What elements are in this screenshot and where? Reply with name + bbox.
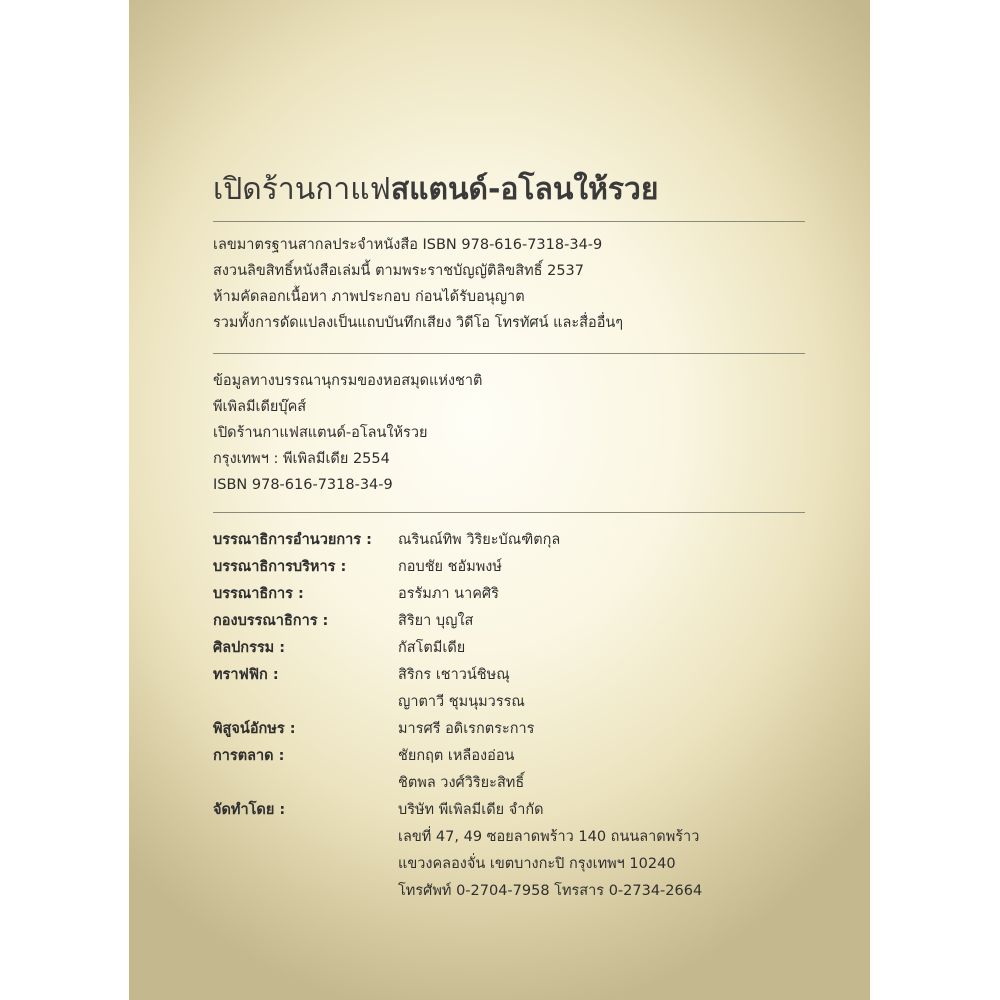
book-title (213, 170, 805, 210)
credit-row (213, 608, 805, 635)
credit-name: สิริยา บุญใส (398, 613, 474, 629)
divider (213, 221, 805, 222)
copyright-notice (213, 232, 805, 336)
divider (213, 512, 805, 513)
credit-role: ทราฟฟิก : (213, 667, 279, 683)
book-page (129, 0, 870, 1000)
credit-role: การตลาด : (213, 748, 285, 764)
credit-names (398, 797, 805, 905)
staff-credits (213, 527, 805, 905)
credit-role: บรรณาธิการ : (213, 586, 304, 602)
credit-names (398, 662, 805, 716)
credit-names (398, 716, 805, 743)
credit-row (213, 716, 805, 743)
copyright-line: เลขมาตรฐานสากลประจำหนังสือ ISBN 978-616-7318-34-9 (213, 237, 603, 253)
publisher-address: แขวงคลองจั่น เขตบางกะปิ กรุงเทพฯ 10240 (398, 856, 676, 872)
credit-names (398, 635, 805, 662)
catalog-line: เปิดร้านกาแฟสแตนด์-อโลนให้รวย (213, 425, 428, 441)
credit-name: ชัยกฤต เหลืองอ่อน (398, 748, 515, 764)
credit-row (213, 662, 805, 716)
credit-name: ญาตาวี ชุมนุมวรรณ (398, 694, 525, 710)
credit-name: อรรัมภา นาคศิริ (398, 586, 499, 602)
catalog-heading: ข้อมูลทางบรรณานุกรมของหอสมุดแห่งชาติ (213, 373, 483, 389)
credit-role: พิสูจน์อักษร : (213, 721, 296, 737)
credit-name: สิริกร เชาวน์ชิษณุ (398, 667, 510, 683)
credit-row (213, 554, 805, 581)
credit-name: กอบชัย ชอัมพงษ์ (398, 559, 502, 575)
credit-role: ศิลปกรรม : (213, 640, 286, 656)
imprint-content (213, 170, 805, 899)
credit-row (213, 743, 805, 797)
book-title-part1: เปิดร้านกาแฟ (213, 172, 391, 207)
credit-role: กองบรรณาธิการ : (213, 613, 329, 629)
catalog-data (213, 368, 805, 498)
credit-names (398, 608, 805, 635)
publisher-address: เลขที่ 47, 49 ซอยลาดพร้าว 140 ถนนลาดพร้าว (398, 829, 700, 845)
credit-names (398, 743, 805, 797)
credit-names (398, 527, 805, 554)
credit-names (398, 554, 805, 581)
credit-name: ณรินณ์ทิพ วิริยะบัณฑิตกุล (398, 532, 561, 548)
credit-row (213, 581, 805, 608)
credit-name: ชิตพล วงศ์วิริยะสิทธิ์ (398, 775, 525, 791)
catalog-isbn: ISBN 978-616-7318-34-9 (213, 477, 393, 493)
publisher-phone: โทรศัพท์ 0-2704-7958 โทรสาร 0-2734-2664 (398, 883, 703, 899)
divider (213, 353, 805, 354)
credit-role: บรรณาธิการอำนวยการ : (213, 532, 372, 548)
credit-row (213, 797, 805, 905)
book-title-part2: สแตนด์-อโลนให้รวย (390, 172, 659, 207)
publisher-name: บริษัท พีเพิลมีเดีย จำกัด (398, 802, 544, 818)
copyright-line: สงวนลิขสิทธิ์หนังสือเล่มนี้ ตามพระราชบัญญัติลิขสิทธิ์ 2537 (213, 263, 584, 279)
credit-row (213, 635, 805, 662)
copyright-line: รวมทั้งการดัดแปลงเป็นแถบบันทึกเสียง วิดีโอ โทรทัศน์ และสื่ออื่นๆ (213, 315, 624, 331)
credit-name: กัสโตมีเดีย (398, 640, 466, 656)
credit-role: บรรณาธิการบริหาร : (213, 559, 347, 575)
copyright-line: ห้ามคัดลอกเนื้อหา ภาพประกอบ ก่อนได้รับอนุญาต (213, 289, 525, 305)
credit-row (213, 527, 805, 554)
credit-role: จัดทำโดย : (213, 802, 286, 818)
credit-name: มารศรี อดิเรกตระการ (398, 721, 535, 737)
catalog-line: พีเพิลมีเดียบุ๊คส์ (213, 399, 307, 415)
catalog-line: กรุงเทพฯ : พีเพิลมีเดีย 2554 (213, 451, 390, 467)
credit-names (398, 581, 805, 608)
